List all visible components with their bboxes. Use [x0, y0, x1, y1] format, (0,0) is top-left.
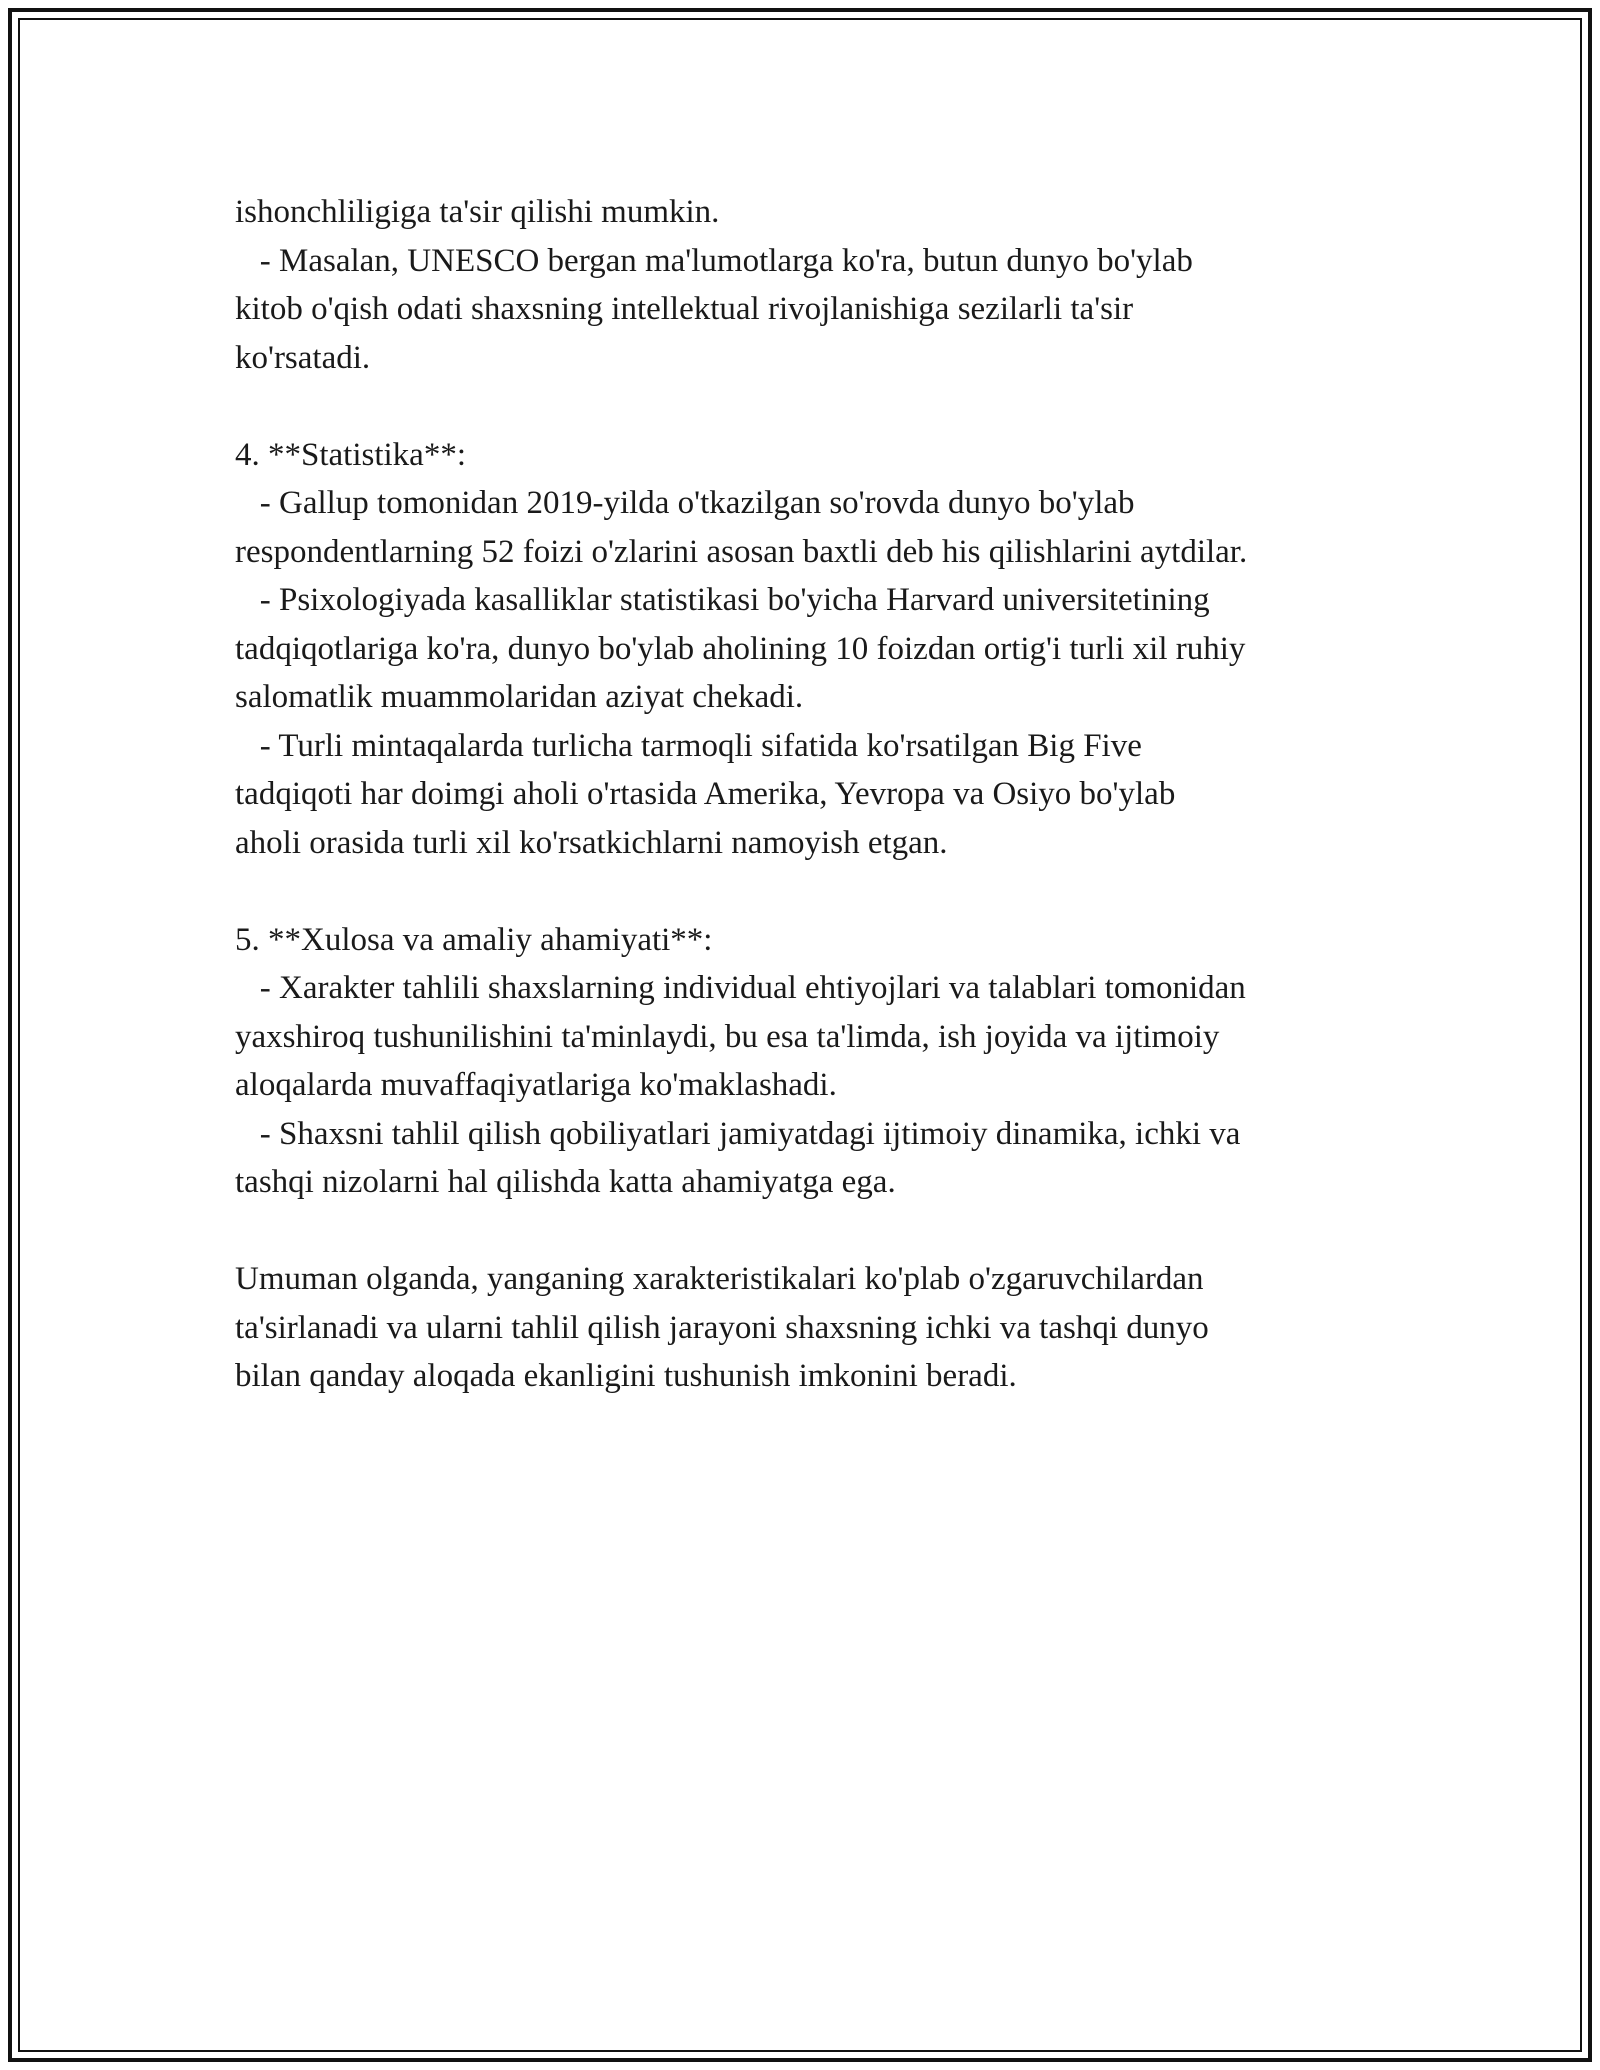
text-line: aholi orasida turli xil ko'rsatkichlarni namoyish etgan.: [235, 824, 948, 861]
paragraph-gap: [235, 382, 1395, 431]
text-line: tadqiqoti har doimgi aholi o'rtasida Amerika, Yevropa va Osiyo bo'ylab: [235, 776, 1176, 812]
conclusion-line: ta'sirlanadi va ularni tahlil qilish jarayoni shaxsning ichki va tashqi dunyo: [235, 1309, 1209, 1346]
text-line: tadqiqotlariga ko'ra, dunyo bo'ylab aholining 10 foizdan ortig'i turli xil ruhiy: [235, 630, 1246, 667]
text-line: - Shaxsni tahlil qilish qobiliyatlari jamiyatdagi ijtimoiy dinamika, ichki va: [235, 1115, 1241, 1152]
text-line: - Turli mintaqalarda turlicha tarmoqli sifatida ko'rsatilgan Big Five: [235, 727, 1142, 764]
section-heading: 5. **Xulosa va amaliy ahamiyati**:: [235, 921, 713, 958]
text-line: kitob o'qish odati shaxsning intellektual rivojlanishiga sezilarli ta'sir: [235, 291, 1134, 327]
text-line: aloqalarda muvaffaqiyatlariga ko'maklashadi.: [235, 1067, 837, 1103]
text-line: - Gallup tomonidan 2019-yilda o'tkazilgan so'rovda dunyo bo'ylab: [235, 485, 1135, 521]
text-line: yaxshiroq tushunilishini ta'minlaydi, bu esa ta'limda, ish joyida va ijtimoiy: [235, 1018, 1220, 1055]
text-line: - Psixologiyada kasalliklar statistikasi bo'yicha Harvard universitetining: [235, 582, 1210, 618]
text-line: tashqi nizolarni hal qilishda katta ahamiyatga ega.: [235, 1164, 896, 1200]
document-body: [235, 188, 1395, 1401]
text-line: respondentlarning 52 foizi o'zlarini asosan baxtli deb his qilishlarini aytdilar.: [235, 533, 1248, 570]
paragraph-gap: [235, 1207, 1395, 1256]
text-line: ishonchliligiga ta'sir qilishi mumkin.: [235, 194, 720, 230]
text-line: - Masalan, UNESCO bergan ma'lumotlarga ko'ra, butun dunyo bo'ylab: [235, 242, 1193, 279]
text-line: salomatlik muammolaridan aziyat chekadi.: [235, 679, 804, 715]
paragraph-gap: [235, 867, 1395, 916]
text-line: - Xarakter tahlili shaxslarning individual ehtiyojlari va talablari tomonidan: [235, 970, 1246, 1006]
conclusion-line: bilan qanday aloqada ekanligini tushunish imkonini beradi.: [235, 1358, 1017, 1394]
conclusion-line: Umuman olganda, yanganing xarakteristikalari ko'plab o'zgaruvchilardan: [235, 1261, 1204, 1297]
section-heading: 4. **Statistika**:: [235, 436, 466, 473]
text-line: ko'rsatadi.: [235, 339, 371, 376]
